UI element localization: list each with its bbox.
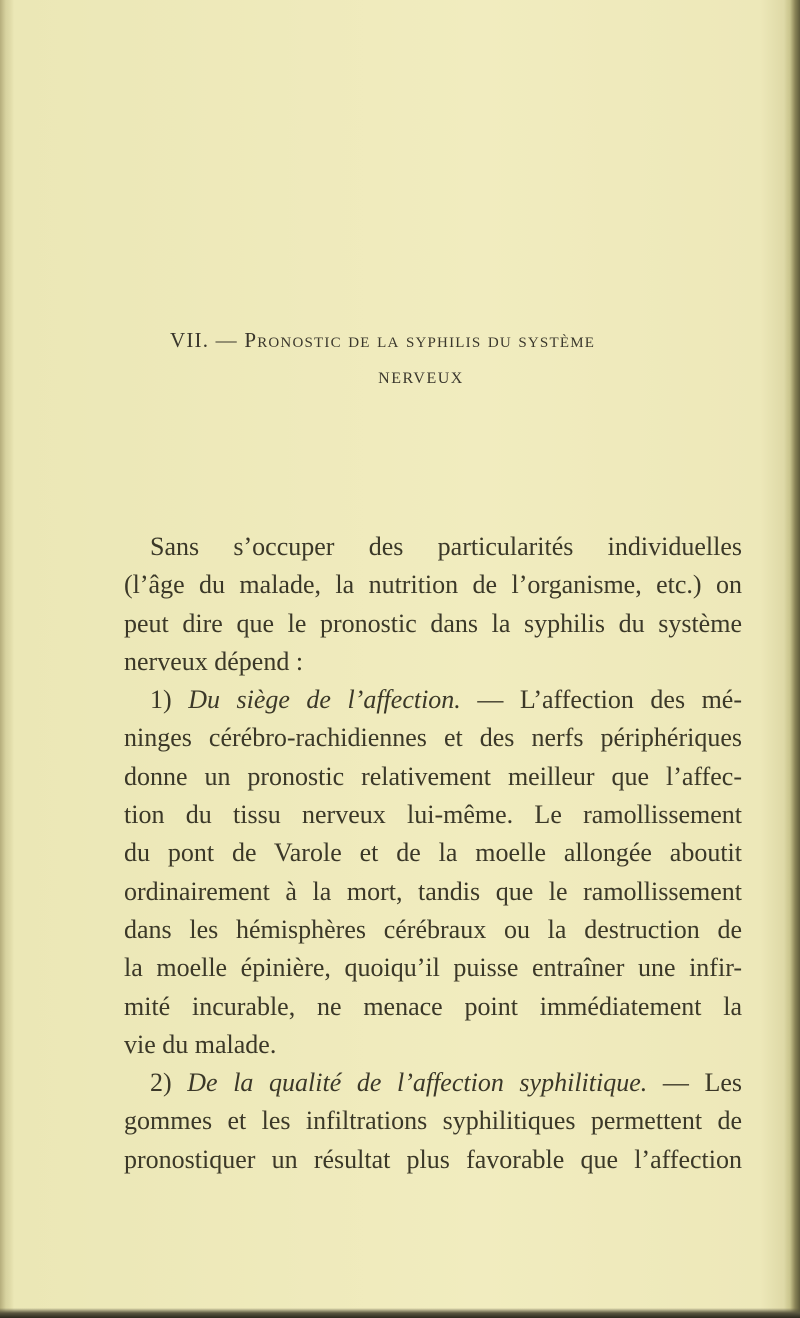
section-heading bbox=[170, 328, 740, 353]
section-numeral: VII. bbox=[170, 328, 210, 352]
section-heading-continuation: NERVEUX bbox=[378, 370, 464, 387]
text-line: gommes et les infiltrations syphilitiques permettent de bbox=[124, 1106, 742, 1136]
text-line: peut dire que le pronostic dans la syphilis du système bbox=[124, 608, 742, 638]
point-title: Du siège de l’affection. bbox=[188, 685, 461, 715]
point-title: De la qualité de l’affection syphilitique. bbox=[187, 1068, 648, 1098]
point-text: — Les bbox=[647, 1068, 743, 1098]
text-line: du pont de Varole et de la moelle allongée aboutit bbox=[124, 838, 742, 868]
text-line: pronostiquer un résultat plus favorable que l’affection bbox=[124, 1144, 742, 1174]
text-line: dans les hémisphères cérébraux ou la destruction de bbox=[124, 914, 742, 944]
text-line: vie du malade. bbox=[124, 1029, 277, 1059]
point-text: — L’affection des mé- bbox=[460, 685, 742, 715]
text-line bbox=[124, 1064, 742, 1102]
section-title: Pronostic de la syphilis du système bbox=[244, 328, 596, 352]
text-line: la moelle épinière, quoiqu’il puisse entraîner une infir- bbox=[124, 953, 742, 983]
text-line: nerveux dépend : bbox=[124, 646, 304, 676]
text-line: ordinairement à la mort, tandis que le ramollissement bbox=[124, 876, 742, 906]
point-number: 1) bbox=[150, 685, 172, 715]
section-dash: — bbox=[215, 328, 238, 352]
page-bottom-edge bbox=[0, 1308, 800, 1318]
text-line: ninges cérébro-rachidiennes et des nerfs périphériques bbox=[124, 723, 742, 753]
page-right-edge bbox=[784, 0, 800, 1318]
point-number: 2) bbox=[150, 1068, 172, 1098]
page-gutter-shadow bbox=[0, 0, 14, 1318]
body-text bbox=[124, 528, 742, 1179]
text-line bbox=[124, 681, 742, 719]
text-line: (l’âge du malade, la nutrition de l’organisme, etc.) on bbox=[124, 570, 742, 600]
text-line: donne un pronostic relativement meilleur que l’affec- bbox=[124, 761, 742, 791]
text-line: Sans s’occuper des particularités individuelles bbox=[150, 532, 742, 561]
text-line: tion du tissu nerveux lui-même. Le ramollissement bbox=[124, 800, 742, 830]
text-line: mité incurable, ne menace point immédiatement la bbox=[124, 991, 742, 1021]
